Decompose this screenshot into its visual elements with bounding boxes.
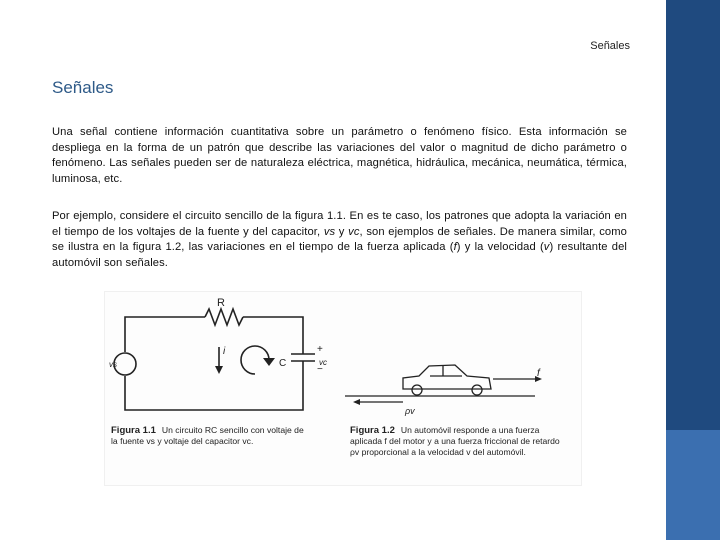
figures-image: [104, 291, 582, 486]
figure-2-caption: Figura 1.2 Un automóvil responde a una fuerza aplicada f del motor y a una fuerza friccional de retardo ρv proporcional a la velocidad v del automóvil.: [350, 425, 560, 457]
svg-text:vc: vc: [319, 358, 327, 367]
slide-title: Señales: [52, 78, 114, 97]
resistor-symbol: [205, 309, 243, 325]
car-drawing: [345, 365, 535, 402]
header-label: Señales: [590, 40, 630, 52]
figure-1-caption: Figura 1.1 Un circuito RC sencillo con voltaje de la fuente vs y voltaje del capacitor vc.: [111, 425, 304, 446]
sidebar-light-block: [666, 430, 720, 540]
sidebar-dark-block: [666, 0, 720, 430]
svg-text:C: C: [279, 358, 287, 369]
sidebar-band: [666, 0, 720, 540]
svg-text:vs: vs: [109, 360, 117, 369]
vs-symbol: vs: [323, 225, 336, 238]
paragraph-2: Por ejemplo, considere el circuito sencillo de la figura 1.1. En es te caso, los patrones que adopta la variación en el tiempo de los voltajes de la fuente y del capacitor, vs y vc, son ejemplos de señales. De manera similar, como se ilustra en la figura 1.2, las variaciones en el tiempo de la fuerza aplicada (f) y la velocidad (v) resultante del automóvil son señales.: [52, 210, 628, 269]
paragraph-1: Una señal contiene información cuantitativa sobre un parámetro o fenómeno físico. Esta información se despliega en la forma de un patrón que describe las variaciones del valor o magnitud de dicho parámetro o fenómeno. Las señales pueden ser de naturaleza eléctrica, magnética, hidráulica, mecánica, neumática, térmica, luminosa, etc.: [52, 126, 627, 185]
svg-text:i: i: [223, 346, 226, 357]
svg-text:+: +: [317, 344, 323, 355]
svg-text:ρv: ρv: [405, 406, 415, 416]
svg-text:f: f: [537, 368, 540, 379]
vc-symbol: vc: [348, 225, 360, 238]
svg-text:−: −: [317, 364, 323, 375]
svg-text:R: R: [217, 297, 225, 309]
voltage-source-symbol: [114, 353, 136, 375]
